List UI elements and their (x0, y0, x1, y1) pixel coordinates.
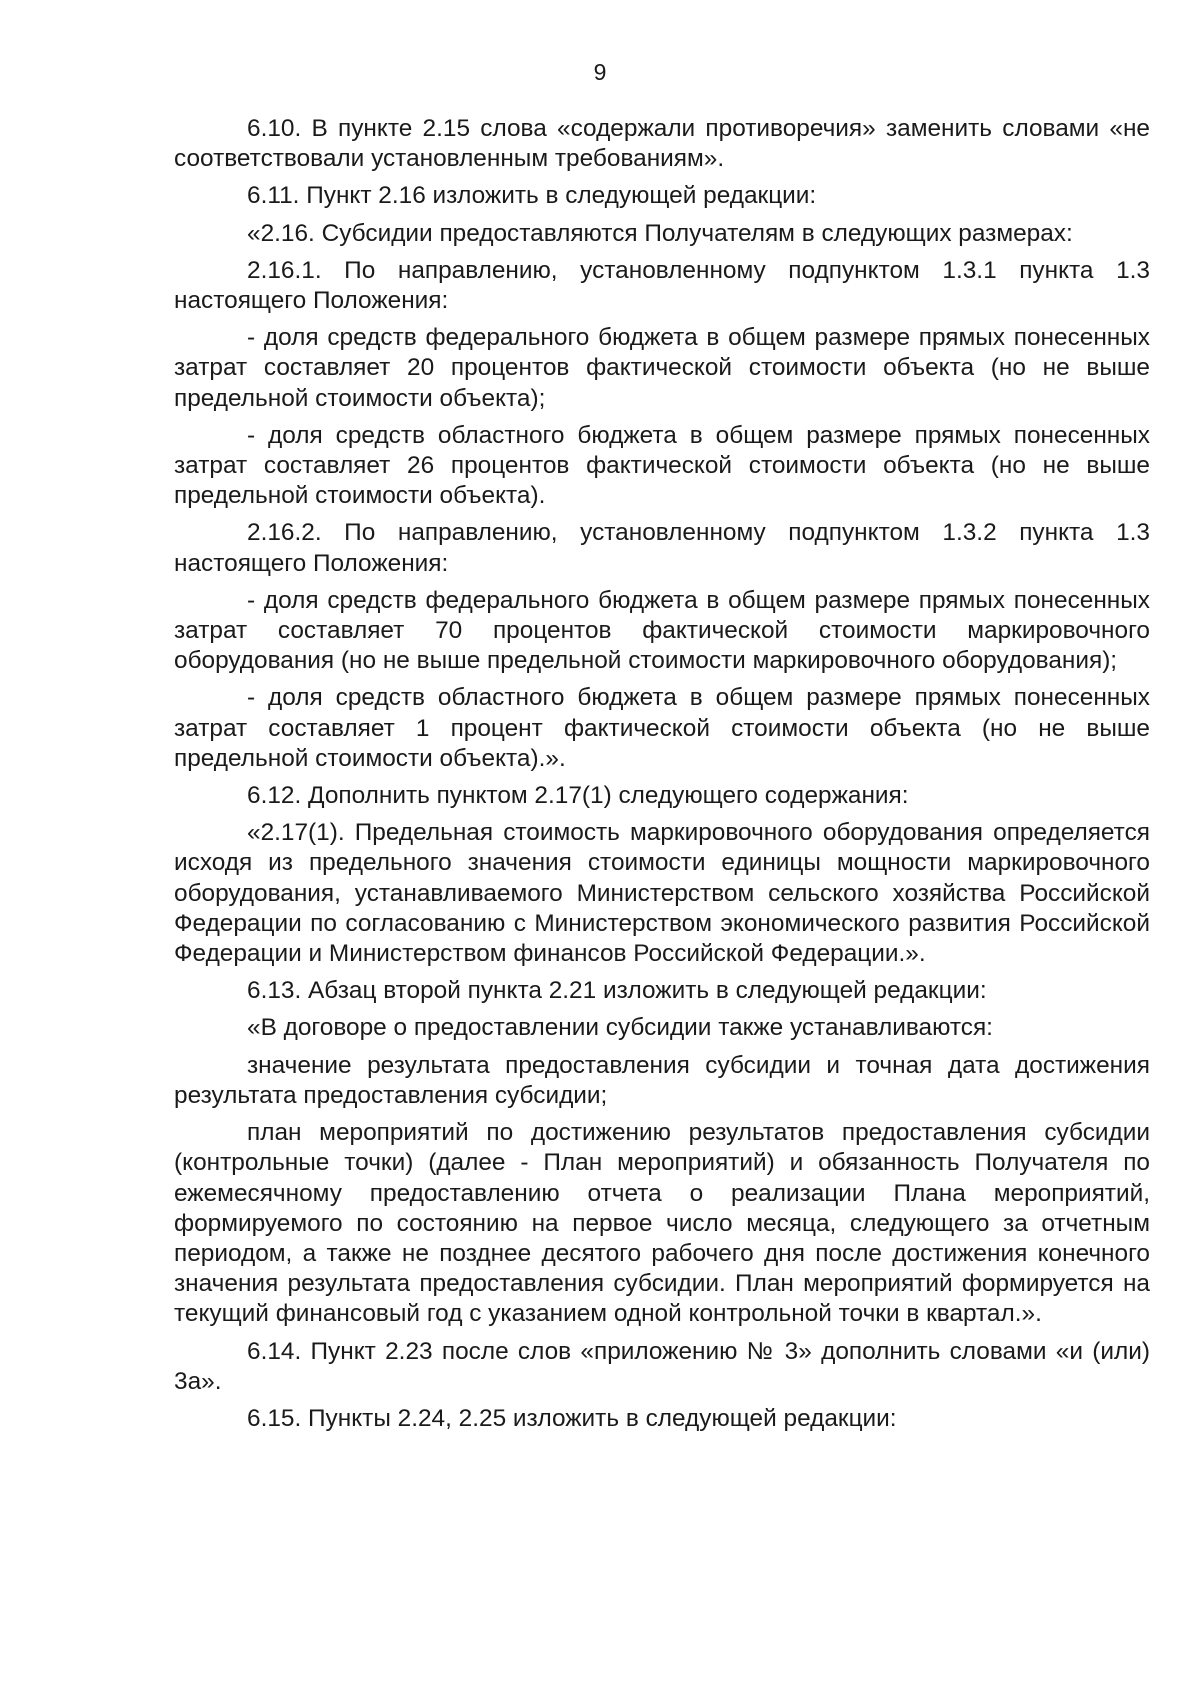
paragraph-6-12: 6.12. Дополнить пунктом 2.17(1) следующего содержания: (247, 782, 909, 810)
paragraph-6-14: 6.14. Пункт 2.23 после слов «приложению № 3» дополнить словами «и (или) 3а». (174, 1337, 1150, 1395)
paragraph-6-13: 6.13. Абзац второй пункта 2.21 изложить в следующей редакции: (247, 977, 987, 1005)
paragraph-result-value: значение результата предоставления субсидии и точная дата достижения результата предоставления субсидии; (174, 1051, 1150, 1109)
paragraph-regional-share-2: - доля средств областного бюджета в общем размере прямых понесенных затрат составляет 1 процент фактической стоимости объекта (но не выше предельной стоимости объекта).». (174, 684, 1150, 772)
paragraph-2-17-1: «2.17(1). Предельная стоимость маркировочного оборудования определяется исходя из предельного значения стоимости единицы мощности маркировочного оборудования, устанавливаемого Министерством сельского хозяйства Российской Федерации по согласованию с Министерством экономического развития Российской Федерации и Министерством финансов Российской Федерации.». (174, 819, 1150, 968)
paragraph-agreement-intro: «В договоре о предоставлении субсидии также устанавливаются: (247, 1014, 993, 1042)
paragraph-6-10: 6.10. В пункте 2.15 слова «содержали противоречия» заменить словами «не соответствовали установленным требованиям». (174, 115, 1150, 173)
paragraph-regional-share-1: - доля средств областного бюджета в общем размере прямых понесенных затрат составляет 26 процентов фактической стоимости объекта (но не выше предельной стоимости объекта). (174, 421, 1150, 510)
paragraph-federal-share-1: - доля средств федерального бюджета в общем размере прямых понесенных затрат составляет 20 процентов фактической стоимости объекта (но не выше предельной стоимости объекта); (174, 324, 1150, 412)
paragraph-federal-share-2: - доля средств федерального бюджета в общем размере прямых понесенных затрат составляет 70 процентов фактической стоимости маркировочного оборудования (но не выше предельной стоимости маркировочного оборудования); (174, 586, 1150, 675)
document-body (174, 114, 1150, 1441)
paragraph-2-16-1: 2.16.1. По направлению, установленному подпунктом 1.3.1 пункта 1.3 настоящего Положения: (174, 256, 1150, 315)
paragraph-action-plan: план мероприятий по достижению результатов предоставления субсидии (контрольные точки) (далее - План мероприятий) и обязанность Получателя по ежемесячному предоставлению отчета о реализации Плана мероприятий, формируемого по состоянию на первое число месяца, следующего за отчетным периодом, а также не позднее десятого рабочего дня после достижения конечного значения результата предоставления субсидии. План мероприятий формируется на текущий финансовый год с указанием одной контрольной точки в квартал.». (174, 1119, 1150, 1328)
page-number: 9 (593, 59, 607, 85)
paragraph-2-16: «2.16. Субсидии предоставляются Получателям в следующих размерах: (247, 219, 1073, 247)
paragraph-6-15: 6.15. Пункты 2.24, 2.25 изложить в следующей редакции: (247, 1404, 897, 1432)
paragraph-6-11: 6.11. Пункт 2.16 изложить в следующей редакции: (247, 182, 817, 210)
paragraph-2-16-2: 2.16.2. По направлению, установленному подпунктом 1.3.2 пункта 1.3 настоящего Положения: (174, 519, 1150, 577)
